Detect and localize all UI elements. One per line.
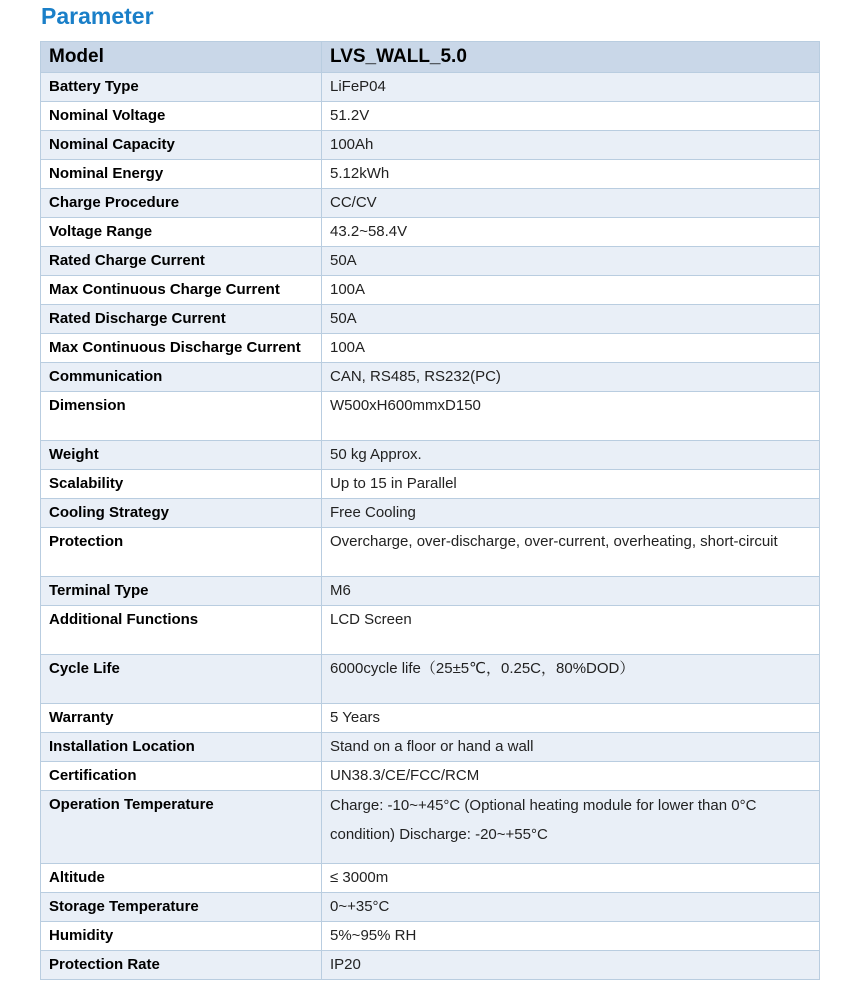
param-name: Certification: [41, 762, 322, 791]
table-row: [41, 951, 820, 980]
param-name: Protection Rate: [41, 951, 322, 980]
table-row: [41, 363, 820, 392]
param-value: 100A: [322, 276, 820, 305]
param-name: Protection: [41, 528, 322, 577]
model-value: LVS_WALL_5.0: [322, 42, 820, 73]
table-row: [41, 499, 820, 528]
param-name: Additional Functions: [41, 606, 322, 655]
param-name: Dimension: [41, 392, 322, 441]
param-name: Terminal Type: [41, 577, 322, 606]
table-row: [41, 762, 820, 791]
param-value: CC/CV: [322, 189, 820, 218]
table-row: [41, 606, 820, 655]
param-name: Cycle Life: [41, 655, 322, 704]
param-value: Up to 15 in Parallel: [322, 470, 820, 499]
param-name: Nominal Capacity: [41, 131, 322, 160]
param-name: Storage Temperature: [41, 893, 322, 922]
param-value: ≤ 3000m: [322, 864, 820, 893]
table-row: [41, 791, 820, 864]
param-name: Operation Temperature: [41, 791, 322, 864]
table-row: [41, 733, 820, 762]
param-name: Installation Location: [41, 733, 322, 762]
param-value: 50A: [322, 305, 820, 334]
param-name: Max Continuous Charge Current: [41, 276, 322, 305]
param-name: Nominal Voltage: [41, 102, 322, 131]
param-value: Charge: -10~+45°C (Optional heating module for lower than 0°C condition) Discharge: -20~+55°C: [322, 791, 820, 864]
table-row: [41, 247, 820, 276]
param-value: Stand on a floor or hand a wall: [322, 733, 820, 762]
table-row: [41, 893, 820, 922]
param-value: 5%~95% RH: [322, 922, 820, 951]
param-value: 5.12kWh: [322, 160, 820, 189]
table-row: [41, 441, 820, 470]
param-value: 51.2V: [322, 102, 820, 131]
param-value: 50A: [322, 247, 820, 276]
param-name: Altitude: [41, 864, 322, 893]
param-value: CAN, RS485, RS232(PC): [322, 363, 820, 392]
param-value: IP20: [322, 951, 820, 980]
table-row: [41, 470, 820, 499]
table-row: [41, 131, 820, 160]
table-row: [41, 577, 820, 606]
param-value: 100A: [322, 334, 820, 363]
table-row: [41, 218, 820, 247]
param-name: Charge Procedure: [41, 189, 322, 218]
param-name: Warranty: [41, 704, 322, 733]
table-header-row: [41, 42, 820, 73]
table-row: [41, 102, 820, 131]
table-row: [41, 305, 820, 334]
model-label: Model: [41, 42, 322, 73]
param-name: Rated Discharge Current: [41, 305, 322, 334]
table-row: [41, 189, 820, 218]
param-value: Overcharge, over-discharge, over-current, overheating, short-circuit: [322, 528, 820, 577]
param-value: 100Ah: [322, 131, 820, 160]
table-row: [41, 528, 820, 577]
param-name: Rated Charge Current: [41, 247, 322, 276]
param-name: Weight: [41, 441, 322, 470]
param-name: Communication: [41, 363, 322, 392]
param-name: Voltage Range: [41, 218, 322, 247]
param-value: 6000cycle life（25±5℃，0.25C，80%DOD）: [322, 655, 820, 704]
section-title: Parameter: [41, 3, 154, 29]
param-value: LCD Screen: [322, 606, 820, 655]
param-value: Free Cooling: [322, 499, 820, 528]
table-row: [41, 334, 820, 363]
table-row: [41, 864, 820, 893]
parameter-table: [40, 41, 820, 980]
param-value: M6: [322, 577, 820, 606]
param-name: Humidity: [41, 922, 322, 951]
table-row: [41, 655, 820, 704]
param-value: 50 kg Approx.: [322, 441, 820, 470]
table-row: [41, 160, 820, 189]
table-row: [41, 922, 820, 951]
param-value: UN38.3/CE/FCC/RCM: [322, 762, 820, 791]
table-row: [41, 704, 820, 733]
param-name: Nominal Energy: [41, 160, 322, 189]
table-row: [41, 276, 820, 305]
table-row: [41, 73, 820, 102]
param-value: W500xH600mmxD150: [322, 392, 820, 441]
param-name: Battery Type: [41, 73, 322, 102]
param-value: 5 Years: [322, 704, 820, 733]
param-value: LiFeP04: [322, 73, 820, 102]
param-name: Scalability: [41, 470, 322, 499]
param-name: Cooling Strategy: [41, 499, 322, 528]
param-value: 43.2~58.4V: [322, 218, 820, 247]
table-row: [41, 392, 820, 441]
param-name: Max Continuous Discharge Current: [41, 334, 322, 363]
param-value: 0~+35°C: [322, 893, 820, 922]
